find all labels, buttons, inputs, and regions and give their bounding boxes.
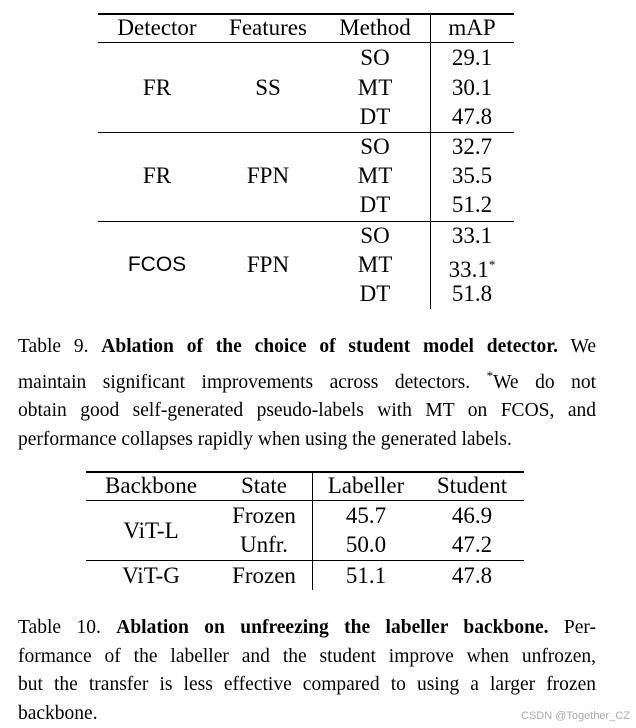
caption-line: obtain good self-generated pseudo-labels with MT on FCOS, and xyxy=(18,400,596,421)
table10-header-student: Student xyxy=(436,473,508,498)
table9-map-cell: 30.1 xyxy=(451,75,493,100)
caption-line xyxy=(18,362,596,398)
table9-detector-cell: FR xyxy=(142,75,172,100)
caption-text: We xyxy=(570,336,596,357)
table9-method-cell: DT xyxy=(359,281,391,306)
table9-features-cell: FPN xyxy=(246,163,290,188)
table10-student-cell: 47.2 xyxy=(451,532,493,557)
table10-header-backbone: Backbone xyxy=(105,473,197,498)
caption-footnote-mark: * xyxy=(486,367,494,383)
table9-map-cell: 33.1 xyxy=(451,223,493,248)
caption-text: maintain significant improvements across detectors. xyxy=(18,371,471,393)
table9-map-cell: 47.8 xyxy=(451,104,493,129)
table10-header-state: State xyxy=(241,473,287,498)
table9-method-cell: DT xyxy=(359,104,391,129)
table9-header-map: mAP xyxy=(448,15,496,40)
watermark: CSDN @Together_CZ xyxy=(521,710,630,722)
table9-method-cell: MT xyxy=(357,252,393,277)
table9-header-features: Features xyxy=(229,15,307,40)
table10-student-cell: 47.8 xyxy=(451,563,493,588)
table10-state-cell: Unfr. xyxy=(240,532,288,557)
table9-features-cell: SS xyxy=(255,75,281,100)
caption-title: Ablation on unfreezing the labeller backbone. xyxy=(116,617,549,638)
table9-detector-cell: FR xyxy=(142,163,172,188)
table9-map-cell: 51.8 xyxy=(451,281,493,306)
table10-header-labeller: Labeller xyxy=(327,473,405,498)
table9-method-cell: SO xyxy=(360,223,390,248)
table10-student-cell: 46.9 xyxy=(451,503,493,528)
table9-header-detector: Detector xyxy=(117,15,197,40)
table10-labeller-cell: 51.1 xyxy=(345,563,387,588)
caption-line: performance collapses rapidly when using the generated labels. xyxy=(18,428,512,450)
table9-method-cell: DT xyxy=(359,192,391,217)
table10-backbone-cell: ViT-L xyxy=(123,518,179,543)
table9-map-cell: 32.7 xyxy=(451,134,493,159)
caption-line: formance of the labeller and the student improve when unfrozen, xyxy=(18,645,596,667)
table9-footnote-mark: * xyxy=(488,257,496,272)
table10-state-cell: Frozen xyxy=(232,563,296,588)
table10-labeller-cell: 50.0 xyxy=(345,532,387,557)
table9-method-cell: MT xyxy=(357,163,393,188)
caption-title: Ablation of the choice of student model detector. xyxy=(101,336,559,357)
caption-text: We do not xyxy=(493,371,597,393)
table10-backbone-cell: ViT-G xyxy=(122,563,180,588)
table9-map-cell: 29.1 xyxy=(451,45,493,70)
table9-map-cell: 51.2 xyxy=(451,192,493,217)
caption-line xyxy=(18,614,596,643)
caption-line: but the transfer is less effective compared to using a larger frozen xyxy=(18,674,596,695)
caption-label: Table 10. xyxy=(18,617,101,638)
table9-caption xyxy=(18,333,596,454)
table10-state-cell: Frozen xyxy=(232,503,296,528)
caption-line: backbone. xyxy=(18,702,98,724)
table9-features-cell: FPN xyxy=(246,252,290,277)
table9-method-cell: SO xyxy=(360,45,390,70)
table9-map-value: 33.1 xyxy=(448,257,489,282)
caption-label: Table 9. xyxy=(18,336,89,357)
table9-map-cell: 35.5 xyxy=(451,163,493,188)
table9-method-cell: MT xyxy=(357,75,393,100)
table10-caption xyxy=(18,614,596,728)
caption-line xyxy=(18,333,596,362)
table9-method-cell: SO xyxy=(360,134,390,159)
caption-text: Per- xyxy=(563,617,597,638)
table9-header-method: Method xyxy=(339,15,411,40)
table9-detector-cell: FCOS xyxy=(127,253,187,276)
table10-labeller-cell: 45.7 xyxy=(345,503,387,528)
